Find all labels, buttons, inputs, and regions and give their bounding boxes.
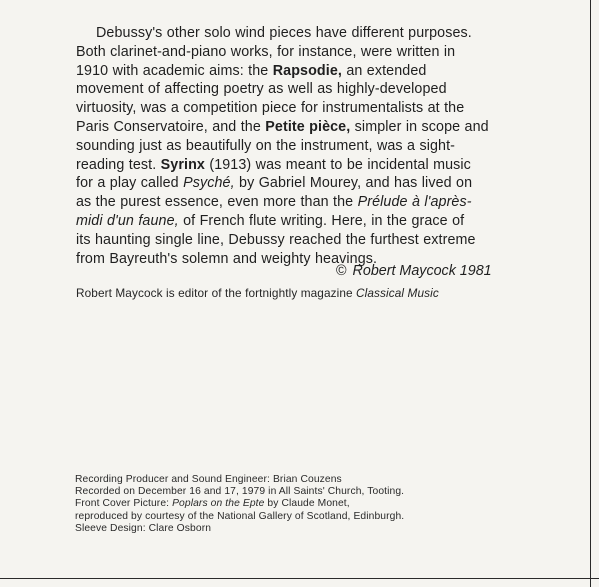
essay-text: an extended (341, 62, 427, 79)
editor-note-text: Robert Maycock is editor of the fortnightly magazine (76, 286, 357, 300)
essay-text: as the purest essence, even more than the (76, 194, 358, 211)
play-title-psyche: Psyché, (183, 175, 235, 192)
essay-text: simpler in scope and (350, 118, 489, 135)
essay-line: Debussy's other solo wind pieces have different purposes. (96, 25, 472, 41)
credit-line: Recording Producer and Sound Engineer: Brian Couzens (75, 474, 342, 485)
credit-line: reproduced by courtesy of the National Gallery of Scotland, Edinburgh. (75, 510, 405, 522)
essay-line: movement of affecting poetry as well as highly-developed (76, 81, 447, 98)
essay-line: sounding just as beautifully on the instrument, was a sight- (76, 137, 456, 154)
essay-text: 1910 with academic aims: the (76, 62, 273, 79)
essay-paragraph (76, 24, 516, 268)
credit-line: Recorded on December 16 and 17, 1979 in All Saints' Church, Tooting. (75, 486, 405, 498)
work-title-prelude-cont: midi d'un faune, (76, 212, 179, 229)
page-edge-right (590, 0, 591, 587)
essay-text: (1913) was meant to be incidental music (204, 156, 471, 173)
credit-line (75, 498, 404, 510)
essay-text: of French flute writing. Here, in the grace of (178, 212, 465, 229)
essay-text: Paris Conservatoire, and the (76, 118, 266, 135)
work-title-petite-piece: Petite pièce, (265, 118, 351, 135)
essay-line: Both clarinet-and-piano works, for instance, were written in (76, 43, 456, 60)
copyright-author: Robert Maycock 1981 (352, 263, 492, 279)
copyright-line (336, 263, 492, 279)
credit-text: Front Cover Picture: (75, 498, 173, 510)
page-edge-bottom (0, 578, 599, 579)
work-title-rapsodie: Rapsodie, (272, 62, 342, 79)
credit-text: by Claude Monet, (264, 498, 350, 510)
painting-title: Poplars on the Epte (172, 498, 265, 510)
essay-text: for a play called (76, 175, 184, 192)
credits-block (75, 474, 404, 535)
essay-text: reading test. (76, 156, 161, 173)
essay-line (76, 62, 516, 81)
essay-line (76, 156, 516, 175)
essay-line (76, 193, 516, 212)
essay-line: virtuosity, was a competition piece for instrumentalists at the (76, 100, 465, 117)
essay-line (76, 118, 516, 137)
credit-line: Sleeve Design: Clare Osborn (75, 522, 212, 534)
essay-line: from Bayreuth's solemn and weighty heavings. (76, 250, 378, 267)
essay-line (76, 174, 516, 193)
essay-line (76, 212, 516, 231)
work-title-syrinx: Syrinx (160, 156, 205, 173)
essay-text: by Gabriel Mourey, and has lived on (234, 175, 473, 192)
editor-note (76, 286, 439, 300)
essay-text-block (76, 24, 516, 268)
essay-line: its haunting single line, Debussy reached the furthest extreme (76, 231, 476, 248)
copyright-symbol: © (336, 263, 347, 279)
work-title-prelude: Prélude à l'après- (357, 194, 472, 211)
magazine-title: Classical Music (356, 286, 439, 300)
